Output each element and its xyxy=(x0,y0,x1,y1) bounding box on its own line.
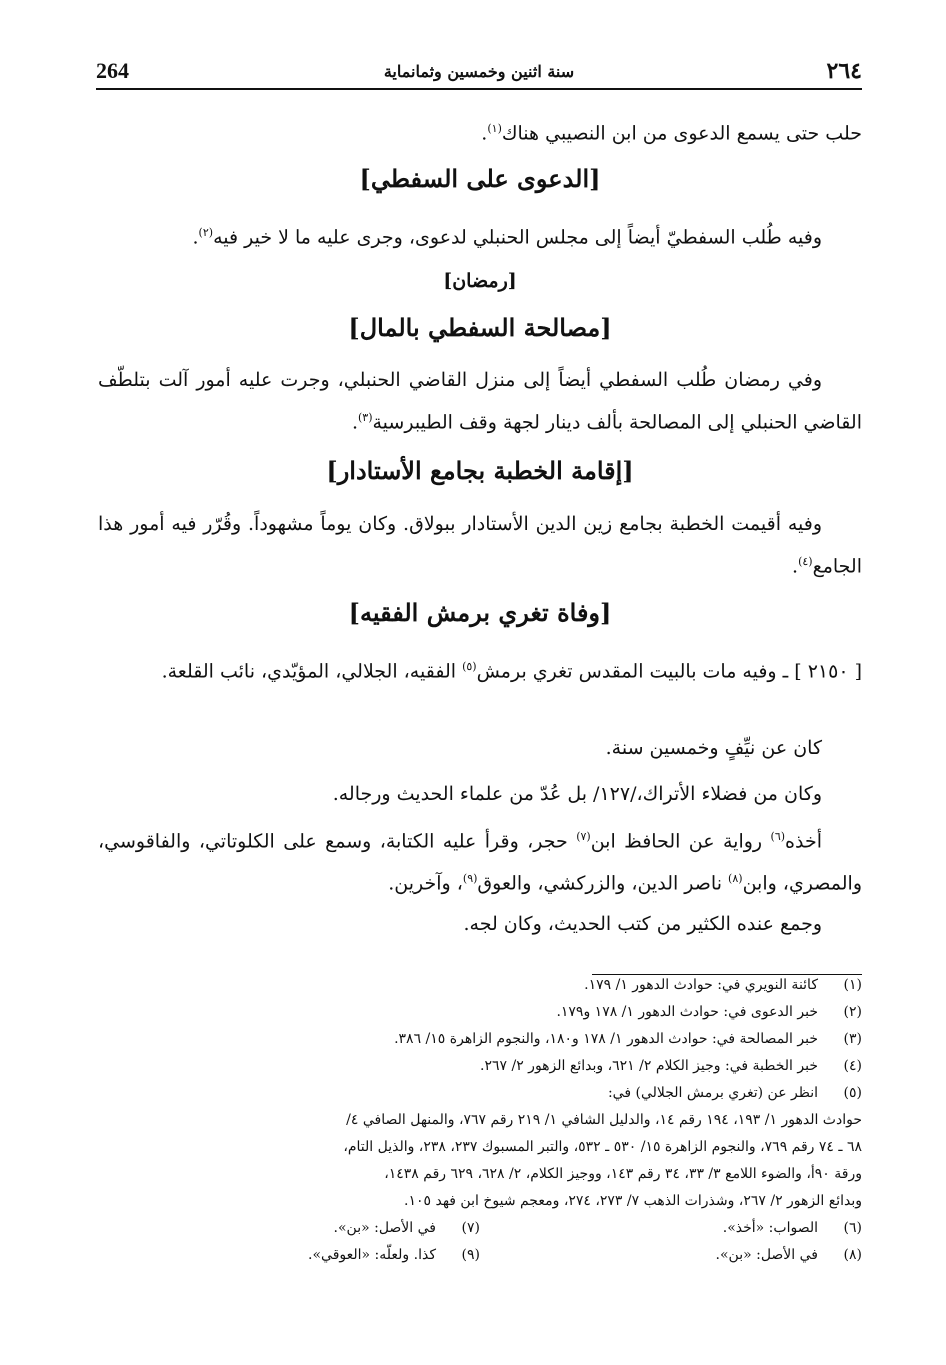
paragraph: وفيه أقيمت الخطبة بجامع زين الدين الأستادار ببولاق. وكان يوماً مشهوداً. وقُرّر فيه أمور هذا الجامع$^{(٤)}$. xyxy=(98,513,862,578)
footnote: (٥) انظر عن (تغري برمش الجلالي) في: xyxy=(607,1085,862,1101)
page-header xyxy=(96,56,862,90)
paragraph: وفيه طُلب السفطيّ أيضاً إلى مجلس الحنبلي لدعوى، وجرى عليه ما لا خير فيه$^{(٢)}$. xyxy=(192,226,822,249)
section-heading: [إقامة الخطبة بجامع الأستادار] xyxy=(326,456,634,485)
footnote: (١) كائنة النويري في: حوادث الدهور ١/ ١٧٩. xyxy=(584,977,862,993)
footnote-continuation: وبدائع الزهور ٢/ ٢٦٧، وشذرات الذهب ٧/ ٢٧٣، ٢٧٤، ومعجم شيوخ ابن فهد ١٠٥. xyxy=(404,1193,862,1209)
footnote-ref: (٦) xyxy=(770,830,786,843)
page-number-arabic: ٢٦٤ xyxy=(826,58,862,84)
footnote-ref: (٥) xyxy=(462,660,477,673)
footnote-ref: (٨) xyxy=(728,872,743,886)
footnote: (٦) الصواب: «أخذ». xyxy=(722,1220,862,1236)
footnote-continuation: ٦٨ ـ ٧٤ رقم ٧٦٩، والنجوم الزاهرة ١٥/ ٥٣٠ ـ ٥٣٢، والتبر المسبوك ٢٣٧، ٢٣٨، والذيل التام، xyxy=(343,1139,862,1155)
footnote-ref: (٩) xyxy=(462,872,478,886)
footnote-pair xyxy=(98,1242,862,1269)
paragraph: وجمع عنده الكثير من كتب الحديث، وكان لجه. xyxy=(463,913,822,935)
footnote-pair xyxy=(98,1215,862,1242)
footnote: (٣) خبر المصالحة في: حوادث الدهور ١/ ١٧٨ و١٨٠، والنجوم الزاهرة ١٥/ ٣٨٦. xyxy=(394,1031,862,1047)
section-heading: [وفاة تغري برمش الفقيه] xyxy=(348,598,612,627)
footnote-continuation: ورقة ٩٠أ، والضوء اللامع ٣/ ٣٣، ٣٤ رقم ١٤٣، ووجيز الكلام، ٢/ ٦٢٨، ٦٢٩ رقم ١٤٣٨، xyxy=(384,1166,862,1182)
month-heading: [رمضان] xyxy=(443,270,517,292)
paragraph: وفي رمضان طُلب السفطي أيضاً إلى منزل القاضي الحنبلي، وجرت عليه أمور آلت بتلطّف القاضي الحنبلي إلى المصالحة بألف دينار لجهة وقف الطيبرسية$^{(٣)}$. xyxy=(98,369,862,434)
footnote-ref: (٢) xyxy=(198,226,214,239)
footnote-ref: (٧) xyxy=(576,830,591,843)
biography-intro: [ ٢١٥٠ ] ـ وفيه مات بالبيت المقدس تغري برمش$^{(٥)}$ الفقيه، الجلالي، المؤيّدي، نائب القلعة. xyxy=(161,660,862,683)
section-heading: [مصالحة السفطي بالمال] xyxy=(348,313,612,342)
footnotes xyxy=(98,972,862,1269)
footnote-ref: (٤) xyxy=(798,555,813,568)
opening-line: حلب حتى يسمع الدعوى من ابن النصيبي هناك$^{(١)}$. xyxy=(481,122,862,145)
footnote-continuation: حوادث الدهور ١/ ١٩٣، ١٩٤ رقم ١٤، والدليل الشافي ١/ ٢١٩ رقم ٧٦٧، والمنهل الصافي ٤/ xyxy=(346,1112,862,1128)
footnote: (٧) في الأصل: «بن». xyxy=(333,1220,480,1236)
section-heading: [الدعوى على السفطي] xyxy=(359,164,601,193)
footnote: (٢) خبر الدعوى في: حوادث الدهور ١/ ١٧٨ و١٧٩. xyxy=(556,1004,862,1020)
paragraph: كان عن نيِّفٍ وخمسين سنة. xyxy=(605,737,822,759)
footnote: (٤) خبر الخطبة في: وجيز الكلام ٢/ ٦٢١، وبدائع الزهور ٢/ ٢٦٧. xyxy=(480,1058,862,1074)
footnote: (٩) كذا. ولعلّه: «العوقي». xyxy=(308,1247,480,1263)
running-title: سنة اثنين وخمسين وثمانماية xyxy=(383,62,575,81)
footnote: (٨) في الأصل: «بن». xyxy=(715,1247,862,1263)
paragraph: أخذه$^{(٦)}$ رواية عن الحافظ ابن$^{(٧)}$ حجر، وقرأ عليه الكتابة، وسمع على الكلوتاتي، والفاقوسي، والمصري، وابن$^{(٨)}$ ناصر الدين، والزركشي، والعوق$^{(٩)}$، وآخرين. xyxy=(98,830,862,895)
page-number-latin: 264 xyxy=(96,58,129,83)
footnote-ref: (١) xyxy=(487,122,502,135)
paragraph: وكان من فضلاء الأتراك،/١٢٧/ بل عُدّ من علماء الحديث ورجاله. xyxy=(332,783,822,805)
footnote-ref: (٣) xyxy=(357,411,373,424)
